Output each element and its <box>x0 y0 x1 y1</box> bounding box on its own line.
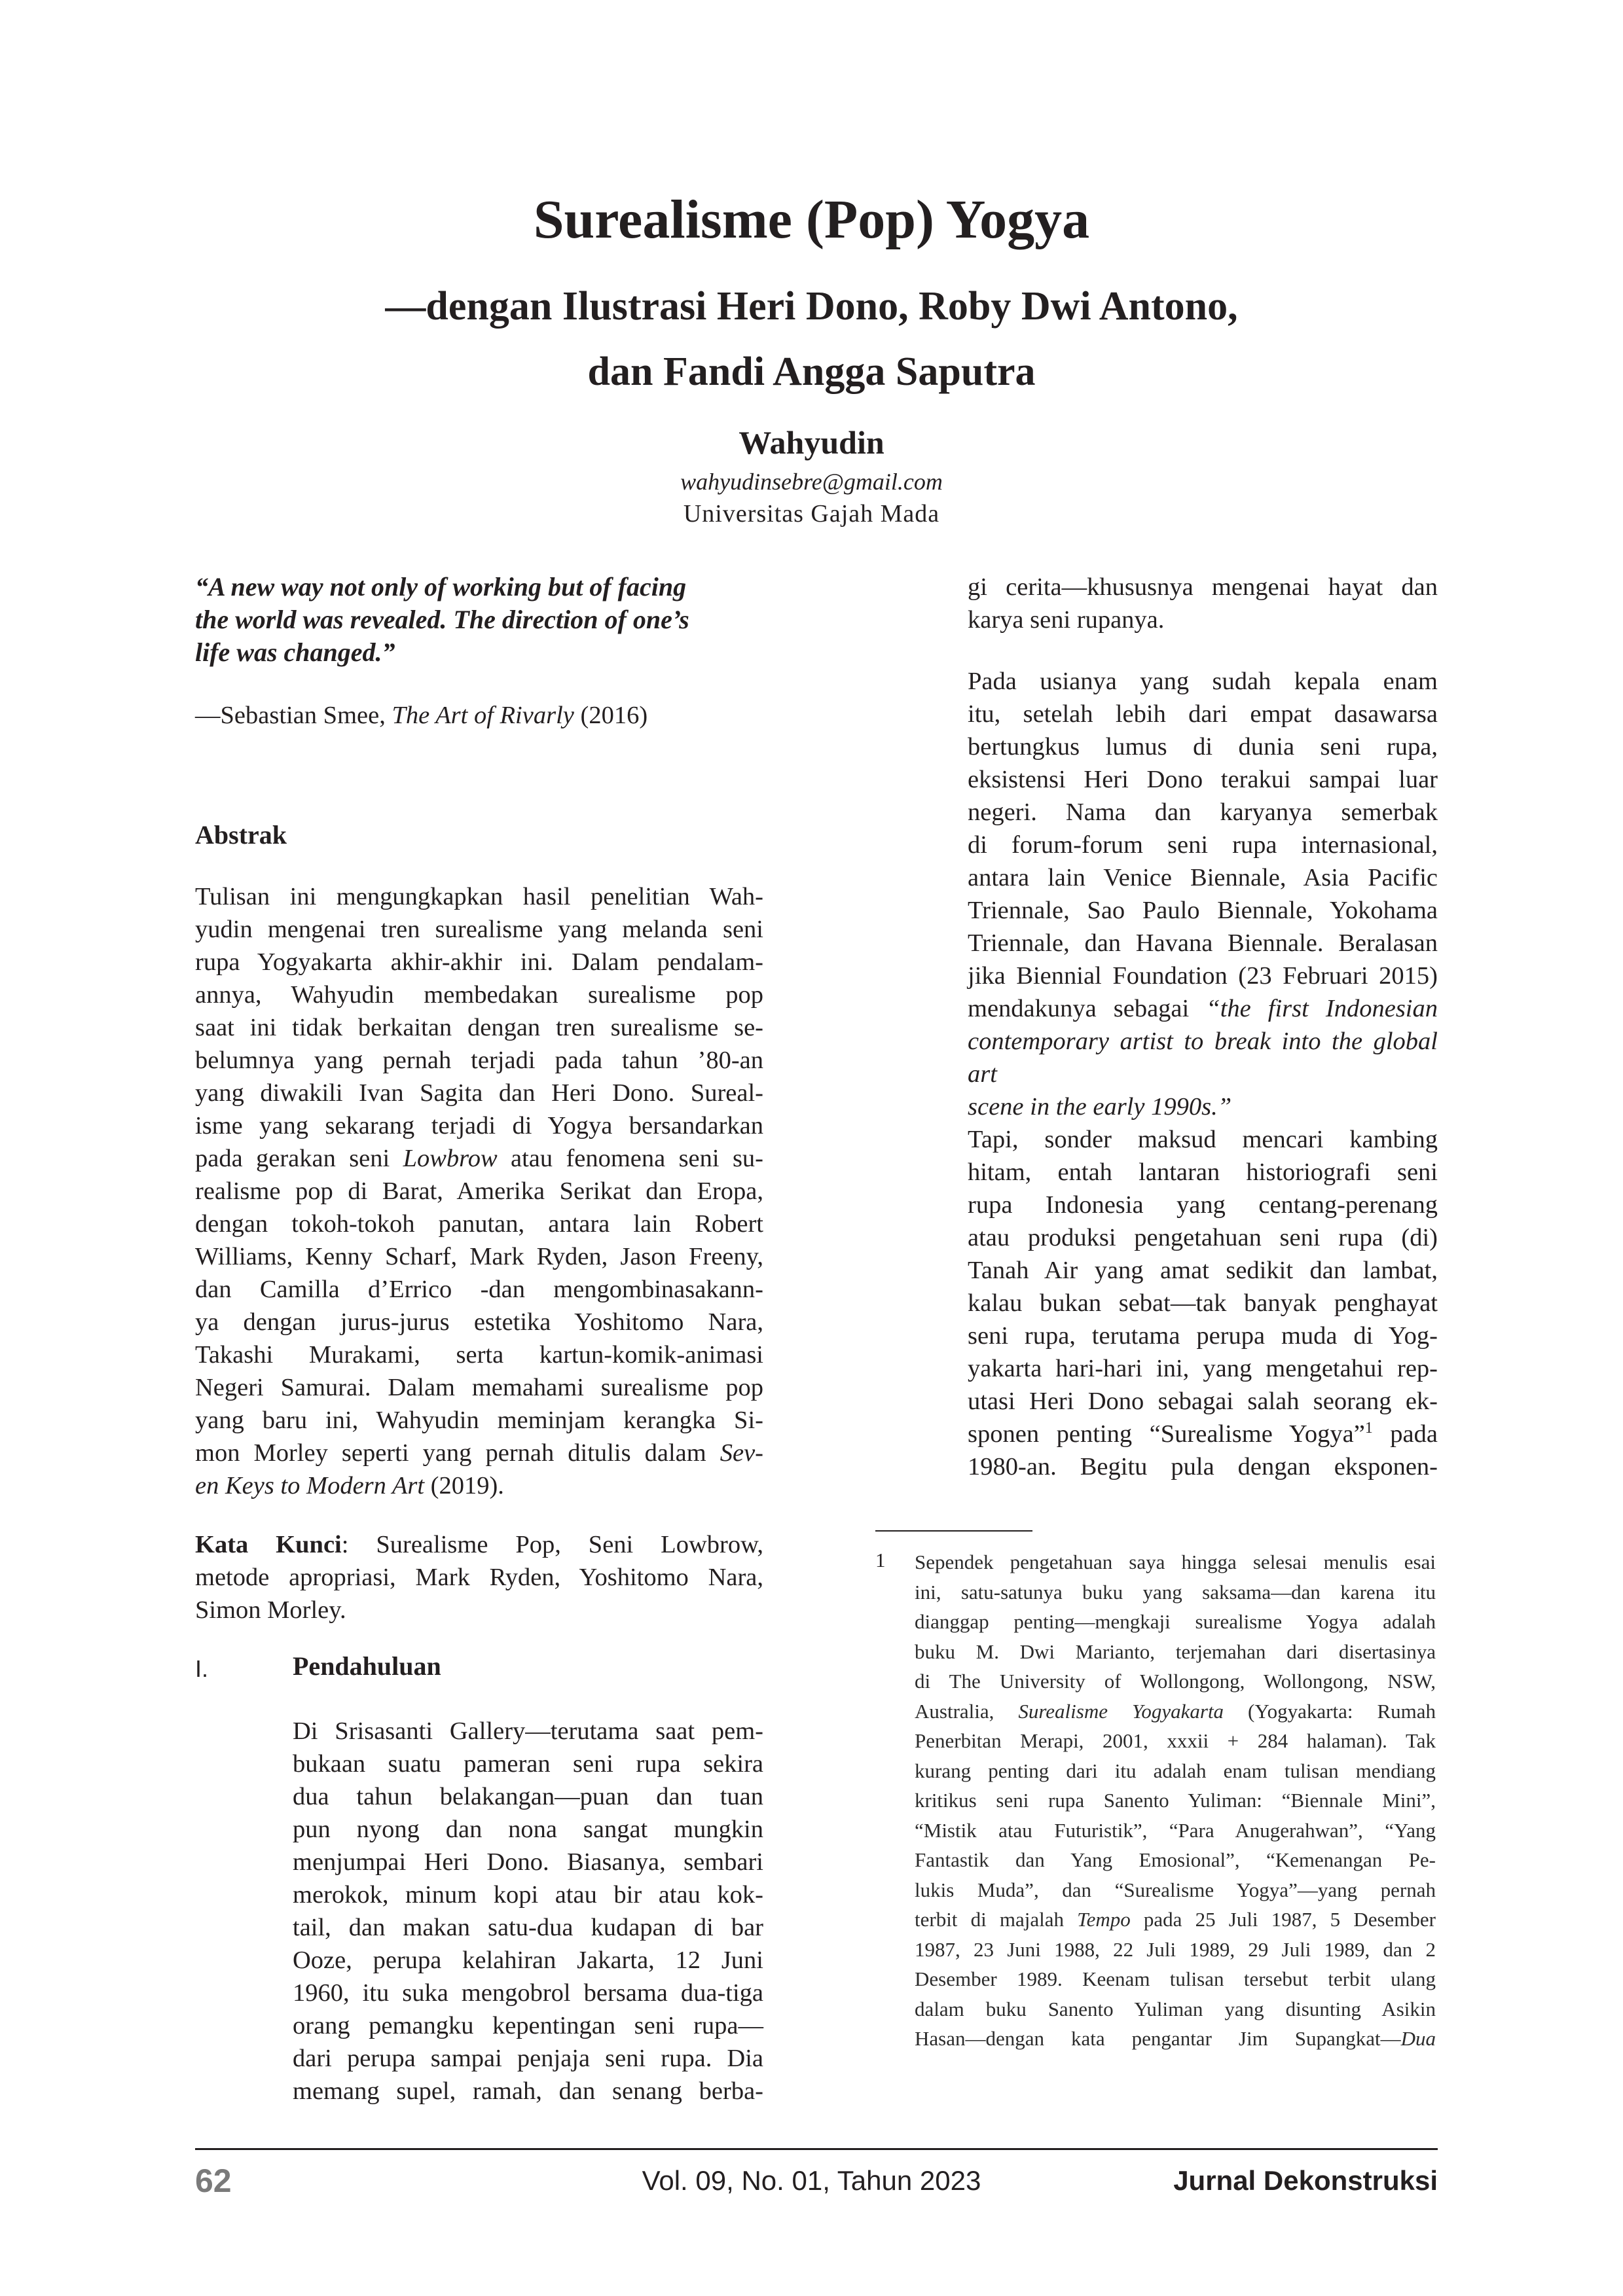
abstract-line: realisme pop di Barat, Amerika Serikat dan Eropa, <box>195 1177 763 1205</box>
footnote-line: Fantastik dan Yang Emosional”, “Kemenangan Pe- <box>915 1848 1436 1871</box>
author-email: wahyudinsebre@gmail.com <box>680 469 943 495</box>
footnote-reference[interactable]: 1 <box>1364 1420 1373 1437</box>
article-subtitle-line-1: —dengan Ilustrasi Heri Dono, Roby Dwi Antono, <box>385 284 1238 329</box>
right-column-paragraph-2 <box>968 665 1438 1123</box>
attribution-author: —Sebastian Smee, <box>195 702 392 729</box>
footnote-line: buku M. Dwi Marianto, terjemahan dari disertasinya <box>915 1640 1436 1663</box>
quoted-text: scene in the early 1990s.” <box>968 1093 1232 1121</box>
footnote-line: dalam buku Sanento Yuliman yang disunting Asikin <box>915 1997 1436 2020</box>
footer-rule <box>195 2148 1438 2150</box>
footnote-text: pada 25 Juli 1987, 5 Desember <box>1130 1908 1436 1931</box>
keywords-label: Kata Kunci <box>195 1531 342 1558</box>
body-line: atau produksi pengetahuan seni rupa (di) <box>968 1224 1438 1251</box>
body-line: yakarta hari-hari ini, yang mengetahui rep- <box>968 1355 1438 1382</box>
footnote-line: kritikus seni rupa Sanento Yuliman: “Biennale Mini”, <box>915 1789 1436 1812</box>
abstract-line: yang diwakili Ivan Sagita dan Heri Dono. Sureal- <box>195 1079 763 1107</box>
keywords <box>195 1528 763 1626</box>
body-line: negeri. Nama dan karyanya semerbak <box>968 798 1438 826</box>
abstract-line <box>195 1437 763 1469</box>
footnote-text: terbit di majalah <box>915 1908 1078 1931</box>
footnote-text: Hasan—dengan kata pengantar Jim Supangkat— <box>915 2027 1401 2050</box>
epigraph-attribution <box>195 699 784 732</box>
intro-line: Ooze, perupa kelahiran Jakarta, 12 Juni <box>293 1946 763 1974</box>
right-column-paragraph-3 <box>968 1123 1438 1483</box>
keywords-line: metode apropriasi, Mark Ryden, Yoshitomo Nara, <box>195 1564 763 1591</box>
intro-line: pun nyong dan nona sangat mungkin <box>293 1816 763 1843</box>
attribution-year: (2016) <box>574 702 648 729</box>
intro-line: 1960, itu suka mengobrol bersama dua-tiga <box>293 1979 763 2007</box>
intro-line: merokok, minum kopi atau bir atau kok- <box>293 1881 763 1909</box>
footnote-line <box>915 1905 1436 1935</box>
body-line: kalau bukan sebat—tak banyak penghayat <box>968 1289 1438 1317</box>
intro-line: menjumpai Heri Dono. Biasanya, sembari <box>293 1848 763 1876</box>
intro-line: orang pemangku kepentingan seni rupa— <box>293 2012 763 2039</box>
intro-line: dari perupa sampai penjaja seni rupa. Dia <box>293 2045 763 2072</box>
keywords-text: : Surealisme Pop, Seni Lowbrow, <box>341 1531 763 1558</box>
footnote-book-title: Dua <box>1400 2027 1436 2050</box>
author-name: Wahyudin <box>739 424 884 461</box>
abstract-line: yang baru ini, Wahyudin meminjam kerangka Si- <box>195 1407 763 1434</box>
body-line <box>968 1090 1438 1123</box>
footnote-line: lukis Muda”, dan “Surealisme Yogya”—yang pernah <box>915 1878 1436 1901</box>
abstract-line: Williams, Kenny Scharf, Mark Ryden, Jason Freeny, <box>195 1243 763 1270</box>
body-line: gi cerita—khususnya mengenai hayat dan <box>968 573 1438 601</box>
footnote-line: dianggap penting—mengkaji surealisme Yogya adalah <box>915 1610 1436 1633</box>
abstract-text: atau fenomena seni su- <box>497 1145 763 1172</box>
abstract-term-lowbrow: Lowbrow <box>403 1145 498 1172</box>
abstract-line: dengan tokoh-tokoh panutan, antara lain Robert <box>195 1210 763 1238</box>
journal-name: Jurnal Dekonstruksi <box>1173 2165 1438 2196</box>
intro-line: bukaan suatu pameran seni rupa sekira <box>293 1750 763 1778</box>
body-line: bertungkus lumus di dunia seni rupa, <box>968 733 1438 761</box>
body-line: karya seni rupanya. <box>968 606 1165 634</box>
footnote-magazine-title: Tempo <box>1077 1908 1131 1931</box>
body-text: sponen penting “Surealisme Yogya” <box>968 1420 1365 1448</box>
intro-line: memang supel, ramah, dan senang berba- <box>293 2077 763 2105</box>
footnote-book-title: Surealisme Yogyakarta <box>1018 1699 1224 1723</box>
abstract-heading: Abstrak <box>195 820 287 850</box>
abstract-book-title: Sev- <box>720 1439 763 1467</box>
footnote-line: di The University of Wollongong, Wollongong, NSW, <box>915 1670 1436 1693</box>
quoted-text: “the first Indonesian <box>1206 995 1438 1022</box>
body-line: Tapi, sonder maksud mencari kambing <box>968 1126 1438 1153</box>
abstract-line: Takashi Murakami, serta kartun-komik-animasi <box>195 1341 763 1369</box>
body-line: itu, setelah lebih dari empat dasawarsa <box>968 700 1438 728</box>
author-affiliation: Universitas Gajah Mada <box>683 500 940 528</box>
abstract-line <box>195 1469 763 1502</box>
footnote-text: Australia, <box>915 1699 1019 1723</box>
footnote-line: 1987, 23 Juni 1988, 22 Juli 1989, 29 Juli 1989, dan 2 <box>915 1937 1436 1961</box>
footnote-line: ini, satu-satunya buku yang saksama—dan karena itu <box>915 1580 1436 1604</box>
footnote-body <box>915 1547 1436 2054</box>
introduction-body <box>293 1715 763 2108</box>
abstract-line: yudin mengenai tren surealisme yang melanda seni <box>195 916 763 943</box>
body-line: hitam, entah lantaran historiografi seni <box>968 1158 1438 1186</box>
abstract-line: belumnya yang pernah terjadi pada tahun ’80-an <box>195 1047 763 1074</box>
body-text: pada <box>1372 1420 1438 1448</box>
footnote-line: Desember 1989. Keenam tulisan tersebut terbit ulang <box>915 1967 1436 1990</box>
page-number: 62 <box>195 2162 232 2199</box>
intro-line: tail, dan makan satu-dua kudapan di bar <box>293 1914 763 1941</box>
attribution-book-title: The Art of Rivarly <box>392 702 574 729</box>
abstract-text: mon Morley seperti yang pernah ditulis dalam <box>195 1439 720 1467</box>
epigraph-line: the world was revealed. The direction of one’s <box>195 605 689 634</box>
abstract-line: saat ini tidak berkaitan dengan tren surealisme se- <box>195 1014 763 1041</box>
keywords-line <box>195 1528 763 1561</box>
epigraph-line: life was changed.” <box>195 637 395 667</box>
body-line: seni rupa, terutama perupa muda di Yog- <box>968 1322 1438 1350</box>
article-subtitle-line-2: dan Fandi Angga Saputra <box>587 350 1036 394</box>
right-column-paragraph-1 <box>968 571 1438 636</box>
footnote-line <box>915 1696 1436 1727</box>
volume-info: Vol. 09, No. 01, Tahun 2023 <box>642 2165 981 2196</box>
footnote-separator <box>875 1530 1032 1532</box>
abstract-line: annya, Wahyudin membedakan surealisme pop <box>195 981 763 1009</box>
body-line: Triennale, dan Havana Biennale. Beralasan <box>968 929 1438 957</box>
body-line: Tanah Air yang amat sedikit dan lambat, <box>968 1257 1438 1284</box>
abstract-text: (2019). <box>424 1472 504 1499</box>
body-line <box>968 1025 1438 1090</box>
body-line <box>968 1418 1438 1450</box>
body-line: jika Biennial Foundation (23 Februari 2015) <box>968 962 1438 990</box>
body-line: rupa Indonesia yang centang-perenang <box>968 1191 1438 1219</box>
body-line: antara lain Venice Biennale, Asia Pacific <box>968 864 1438 891</box>
quoted-text: contemporary artist to break into the global art <box>968 1028 1438 1088</box>
footnote-text: (Yogyakarta: Rumah <box>1224 1699 1436 1723</box>
abstract-line: Negeri Samurai. Dalam memahami surealisme pop <box>195 1374 763 1401</box>
abstract-line: rupa Yogyakarta akhir-akhir ini. Dalam pendalam- <box>195 948 763 976</box>
abstract-body <box>195 880 763 1502</box>
abstract-line: dan Camilla d’Errico -dan mengombinasakann- <box>195 1276 763 1303</box>
abstract-book-title: en Keys to Modern Art <box>195 1472 425 1499</box>
footnote-line: Penerbitan Merapi, 2001, xxxii + 284 halaman). Tak <box>915 1729 1436 1752</box>
section-title: Pendahuluan <box>293 1651 441 1681</box>
article-title: Surealisme (Pop) Yogya <box>533 189 1090 250</box>
body-text: mendakunya sebagai <box>968 995 1207 1022</box>
footnote-line <box>915 2024 1436 2054</box>
body-line <box>968 992 1438 1025</box>
body-line: Triennale, Sao Paulo Biennale, Yokohama <box>968 897 1438 924</box>
footnote-number: 1 <box>875 1549 886 1571</box>
abstract-text: pada gerakan seni <box>195 1145 403 1172</box>
body-line: utasi Heri Dono sebagai salah seorang ek- <box>968 1388 1438 1415</box>
body-line: eksistensi Heri Dono terakui sampai luar <box>968 766 1438 793</box>
body-line: Pada usianya yang sudah kepala enam <box>968 668 1438 695</box>
footnote-line: Sependek pengetahuan saya hingga selesai menulis esai <box>915 1551 1436 1573</box>
epigraph-line: “A new way not only of working but of facing <box>195 572 687 601</box>
footnote-line: “Mistik atau Futuristik”, “Para Anugerahwan”, “Yang <box>915 1818 1436 1842</box>
abstract-line: isme yang sekarang terjadi di Yogya bersandarkan <box>195 1112 763 1139</box>
epigraph-quote <box>195 571 732 669</box>
abstract-line: ya dengan jurus-jurus estetika Yoshitomo Nara, <box>195 1308 763 1336</box>
intro-line: dua tahun belakangan—puan dan tuan <box>293 1783 763 1810</box>
body-line: 1980-an. Begitu pula dengan eksponen- <box>968 1453 1438 1480</box>
keywords-line: Simon Morley. <box>195 1596 346 1624</box>
footnote-line: kurang penting dari itu adalah enam tulisan mendiang <box>915 1759 1436 1782</box>
intro-line: Di Srisasanti Gallery—terutama saat pem- <box>293 1717 763 1745</box>
body-line: di forum-forum seni rupa internasional, <box>968 831 1438 859</box>
abstract-line <box>195 1142 763 1175</box>
abstract-line: Tulisan ini mengungkapkan hasil penelitian Wah- <box>195 883 763 910</box>
section-number: I. <box>195 1655 209 1682</box>
